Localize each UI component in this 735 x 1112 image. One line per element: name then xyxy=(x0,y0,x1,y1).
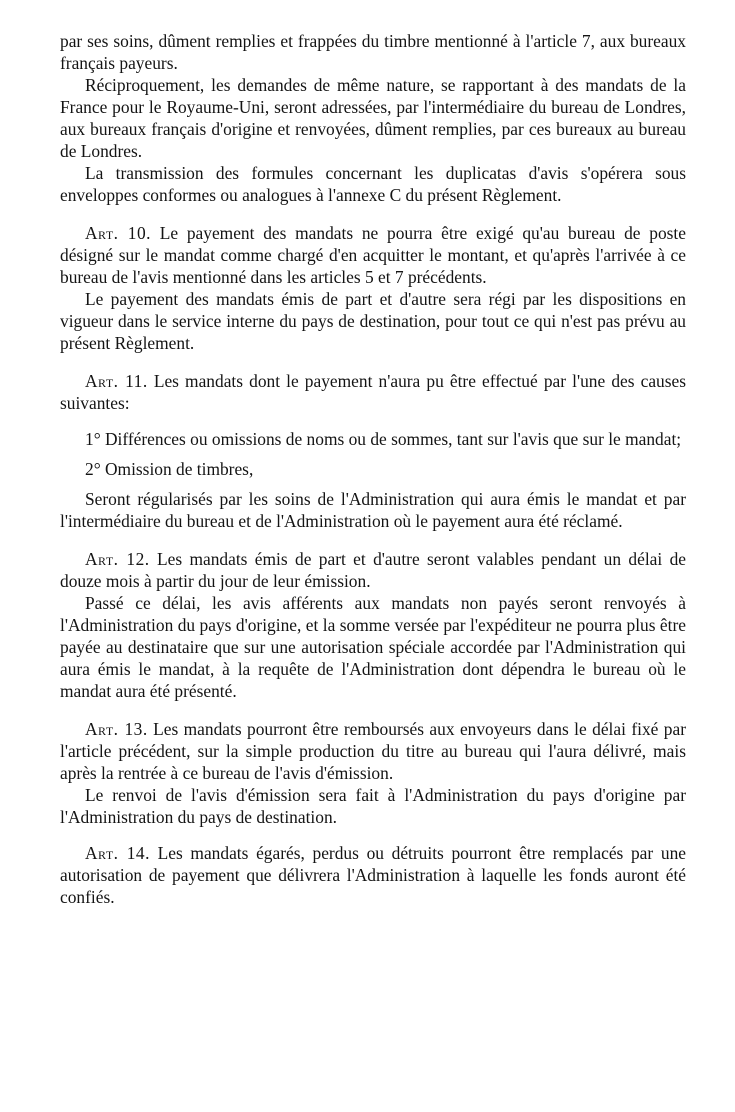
paragraph-return-notice: Le renvoi de l'avis d'émission sera fait à l'Administration du pays d'origine par l'Administration du pays de destination. xyxy=(60,785,686,827)
list-item-differences: 1° Différences ou omissions de noms ou de sommes, tant sur l'avis que sur le mandat; xyxy=(85,429,682,449)
article-13-paragraph xyxy=(60,718,686,784)
article-12-paragraph xyxy=(60,548,686,592)
article-14-text: Les mandats égarés, perdus ou détruits pourront être remplacés par une autorisation de payement que délivrera l'Administration à laquelle les fonds auront été confiés. xyxy=(60,843,686,907)
paragraph-regularization: Seront régularisés par les soins de l'Administration qui aura émis le mandat et par l'intermédiaire du bureau et de l'Administration où le payement aura été réclamé. xyxy=(60,489,686,531)
paragraph-reciprocal-requests: Réciproquement, les demandes de même nature, se rapportant à des mandats de la France pour le Royaume-Uni, seront adressées, par l'intermédiaire du bureau de Londres, aux bureaux français d'origine et renvoyées, dûment remplies, par ces bureaux au bureau de Londres. xyxy=(60,75,686,161)
article-13-text: Les mandats pourront être remboursés aux envoyeurs dans le délai fixé par l'article précédent, sur la simple production du titre au bureau qui l'aura délivré, mais après la rentrée à ce bureau de l'avis d'émission. xyxy=(60,719,687,783)
article-11-paragraph xyxy=(60,370,686,414)
article-11-text: Les mandats dont le payement n'aura pu être effectué par l'une des causes suivantes: xyxy=(60,371,686,413)
paragraph-expiry: Passé ce délai, les avis afférents aux mandats non payés seront renvoyés à l'Administration du pays d'origine, et la somme versée par l'expéditeur ne pourra plus être payée au destinataire que sur une autorisation spéciale accordée par l'Administration qui aura émis le mandat, à la requête de l'Administration dont dépendra le bureau où le mandat aura été présenté. xyxy=(60,593,686,701)
article-10-text: Le payement des mandats ne pourra être exigé qu'au bureau de poste désigné sur le mandat comme chargé d'en acquitter le montant, et qu'après l'arrivée à ce bureau de l'avis mentionné dans les articles 5 et 7 précédents. xyxy=(60,223,686,287)
article-10-paragraph xyxy=(60,222,686,288)
article-10-label: Art. 10. xyxy=(85,223,152,243)
article-11-label: Art. 11. xyxy=(85,371,148,391)
paragraph-duplicate-transmission: La transmission des formules concernant les duplicatas d'avis s'opérera sous enveloppes conformes ou analogues à l'annexe C du présent Règlement. xyxy=(60,163,686,205)
article-14-label: Art. 14. xyxy=(85,843,150,863)
article-13-label: Art. 13. xyxy=(85,719,148,739)
document-page xyxy=(60,30,686,908)
paragraph-payment-rules: Le payement des mandats émis de part et d'autre sera régi par les dispositions en vigueur dans le service interne du pays de destination, pour tout ce qui n'est pas prévu au présent Règlement. xyxy=(60,289,686,353)
paragraph-continuation: par ses soins, dûment remplies et frappées du timbre mentionné à l'article 7, aux bureaux français payeurs. xyxy=(60,31,686,73)
article-12-text: Les mandats émis de part et d'autre seront valables pendant un délai de douze mois à partir du jour de leur émission. xyxy=(60,549,686,591)
list-item-stamps: 2° Omission de timbres, xyxy=(85,459,254,479)
article-14-paragraph xyxy=(60,842,686,908)
article-12-label: Art. 12. xyxy=(85,549,150,569)
